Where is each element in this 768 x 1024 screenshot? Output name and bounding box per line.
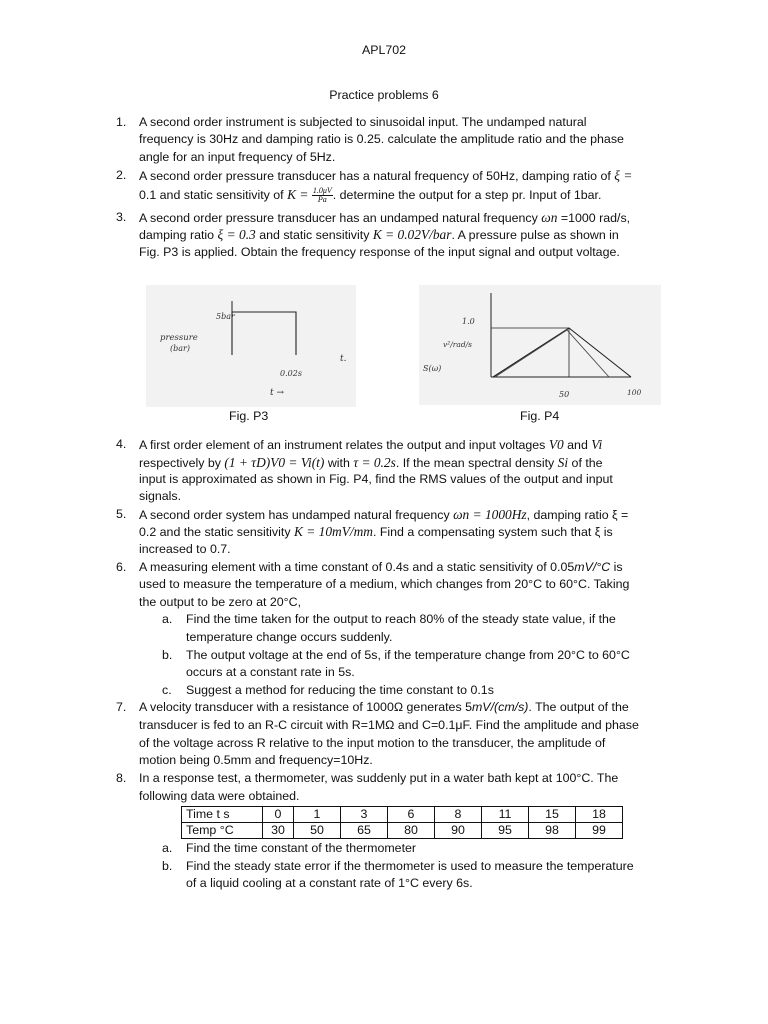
- math-expression: τ = 0.2s: [353, 455, 396, 470]
- problem-text: damping ratio: [139, 228, 215, 242]
- figure-p3-caption: Fig. P3: [229, 409, 269, 423]
- subpart-text: Find the steady state error if the thermometer is used to measure the temperature: [186, 859, 634, 873]
- problem-number: 2.: [116, 168, 127, 182]
- subpart-letter: b.: [162, 859, 173, 873]
- subpart-text: of a liquid cooling at a constant rate of 1°C every 6s.: [186, 876, 473, 890]
- problem-text: following data were obtained.: [139, 789, 300, 803]
- problem-number: 1.: [116, 115, 127, 129]
- p3-time-label: 0.02s: [280, 369, 302, 378]
- p4-50-label: 50: [559, 390, 570, 399]
- problem-text: A second order pressure transducer has a natural frequency of 50Hz, damping ratio of: [139, 169, 611, 183]
- figure-p3: [146, 285, 356, 407]
- table-cell: 3: [341, 807, 388, 823]
- subpart-text: The output voltage at the end of 5s, if the temperature change from 20°C to 60°C: [186, 648, 630, 662]
- table-cell: 11: [482, 807, 529, 823]
- subpart-text: Find the time taken for the output to reach 80% of the steady state value, if the: [186, 612, 616, 626]
- table-cell: 90: [435, 823, 482, 839]
- problem-text: . The output of the: [528, 700, 629, 714]
- table-header-cell: Temp °C: [182, 823, 263, 839]
- problem-text: . determine the output for a step pr. Input of 1bar.: [332, 188, 602, 202]
- problem-text: . If the mean spectral density: [395, 456, 555, 470]
- problem-number: 3.: [116, 210, 127, 224]
- figure-p4-caption: Fig. P4: [520, 409, 560, 423]
- problem-number: 5.: [116, 507, 127, 521]
- table-cell: 95: [482, 823, 529, 839]
- problem-text: with: [327, 456, 350, 470]
- problem-number: 4.: [116, 437, 127, 451]
- problem-text: increased to 0.7.: [139, 542, 231, 556]
- math-expression: ξ =: [614, 168, 633, 183]
- problem-text: of the: [571, 456, 603, 470]
- subpart-text: Find the time constant of the thermometer: [186, 841, 417, 855]
- p3-unit-label: (bar): [170, 344, 190, 353]
- problem-text: of the voltage across R relative to the input motion to the transducer, the amplitude of: [139, 736, 606, 750]
- problem-text: A velocity transducer with a resistance of 1000Ω generates 5: [139, 700, 472, 714]
- table-cell: 15: [529, 807, 576, 823]
- problem-number: 6.: [116, 560, 127, 574]
- table-cell: 30: [263, 823, 294, 839]
- math-expression: ξ = 0.3: [217, 227, 256, 242]
- table-cell: 6: [388, 807, 435, 823]
- unit-text: mV/°C: [574, 560, 611, 574]
- subpart-text: temperature change occurs suddenly.: [186, 630, 393, 644]
- problem-text: transducer is fed to an R-C circuit with R=1MΩ and C=0.1μF. Find the amplitude and phase: [139, 718, 639, 732]
- problem-text: Fig. P3 is applied. Obtain the frequency response of the input signal and output voltage.: [139, 245, 620, 259]
- table-cell: 0: [263, 807, 294, 823]
- problem-text: A second order instrument is subjected to sinusoidal input. The undamped natural: [139, 115, 587, 129]
- problem-text: and: [567, 438, 588, 452]
- figure-p4: [419, 285, 661, 405]
- problem-text: used to measure the temperature of a medium, which changes from 20°C to 60°C. Taking: [139, 577, 630, 591]
- table-cell: 1: [294, 807, 341, 823]
- p4-ylabel: v²/rad/s: [443, 340, 473, 349]
- math-expression: (1 + τD)V0 = Vi(t): [224, 455, 325, 470]
- table-cell: 99: [576, 823, 623, 839]
- sensitivity-fraction: $\frac{1.0\mu V}{Pa}$: [312, 186, 332, 205]
- table-cell: 65: [341, 823, 388, 839]
- math-expression: Si: [557, 455, 569, 470]
- course-code: APL702: [361, 43, 407, 57]
- p4-s-label: S(ω): [423, 364, 442, 373]
- subpart-letter: b.: [162, 648, 173, 662]
- p3-arrow-label: t →: [270, 388, 285, 398]
- problem-text: A first order element of an instrument relates the output and input voltages: [139, 438, 546, 452]
- problem-text: motion being 0.5mm and frequency=10Hz.: [139, 753, 373, 767]
- problem-number: 8.: [116, 771, 127, 785]
- problem-text: respectively by: [139, 456, 221, 470]
- problem-number: 7.: [116, 700, 127, 714]
- p4-10-label: 1.0: [462, 317, 475, 326]
- problem-text: 0.1 and static sensitivity of: [139, 188, 284, 202]
- problem-text: In a response test, a thermometer, was suddenly put in a water bath kept at 100°C. The: [139, 771, 619, 785]
- table-row: [182, 823, 623, 839]
- table-cell: 50: [294, 823, 341, 839]
- problem-text: . Find a compensating system such that ξ is: [372, 525, 613, 539]
- temperature-table: [181, 806, 623, 839]
- unit-text: mV/(cm/s): [471, 700, 529, 714]
- table-row: [182, 807, 623, 823]
- problem-text: A second order system has undamped natural frequency: [139, 508, 450, 522]
- math-expression: K =: [287, 187, 309, 202]
- problem-text: and static sensitivity: [259, 228, 370, 242]
- math-expression: K = 0.02V/bar: [372, 227, 452, 242]
- subpart-letter: c.: [162, 683, 172, 697]
- math-expression: V0: [548, 437, 564, 452]
- table-cell: 80: [388, 823, 435, 839]
- p3-t-label: t.: [340, 354, 347, 364]
- table-cell: 8: [435, 807, 482, 823]
- problem-text: =1000 rad/s,: [560, 211, 631, 225]
- problem-text: angle for an input frequency of 5Hz.: [139, 150, 336, 164]
- math-expression: ωn = 1000Hz: [453, 507, 527, 522]
- problem-text: is: [613, 560, 623, 574]
- page-title: Practice problems 6: [329, 88, 439, 102]
- subpart-text: occurs at a constant rate in 5s.: [186, 665, 355, 679]
- problem-text: . A pressure pulse as shown in: [451, 228, 619, 242]
- problem-text: signals.: [139, 489, 182, 503]
- subpart-text: Suggest a method for reducing the time constant to 0.1s: [186, 683, 494, 697]
- p4-100-label: 100: [627, 388, 642, 397]
- subpart-letter: a.: [162, 612, 173, 626]
- problem-text: frequency is 30Hz and damping ratio is 0.25. calculate the amplitude ratio and the phase: [139, 132, 624, 146]
- problem-text: , damping ratio ξ =: [526, 508, 629, 522]
- subpart-letter: a.: [162, 841, 173, 855]
- table-header-cell: Time t s: [182, 807, 263, 823]
- table-cell: 18: [576, 807, 623, 823]
- math-expression: Vi: [591, 437, 603, 452]
- problem-text: 0.2 and the static sensitivity: [139, 525, 291, 539]
- math-expression: K = 10mV/mm: [293, 524, 373, 539]
- problem-text: input is approximated as shown in Fig. P4, find the RMS values of the output and input: [139, 472, 613, 486]
- p3-pressure-label: pressure: [160, 333, 198, 343]
- p3-5bar-label: 5bar: [216, 312, 235, 321]
- problem-text: A second order pressure transducer has an undamped natural frequency: [139, 211, 538, 225]
- table-cell: 98: [529, 823, 576, 839]
- problem-text: the output to be zero at 20°C,: [139, 595, 302, 609]
- math-expression: ωn: [541, 210, 558, 225]
- problem-text: A measuring element with a time constant of 0.4s and a static sensitivity of 0.05: [139, 560, 575, 574]
